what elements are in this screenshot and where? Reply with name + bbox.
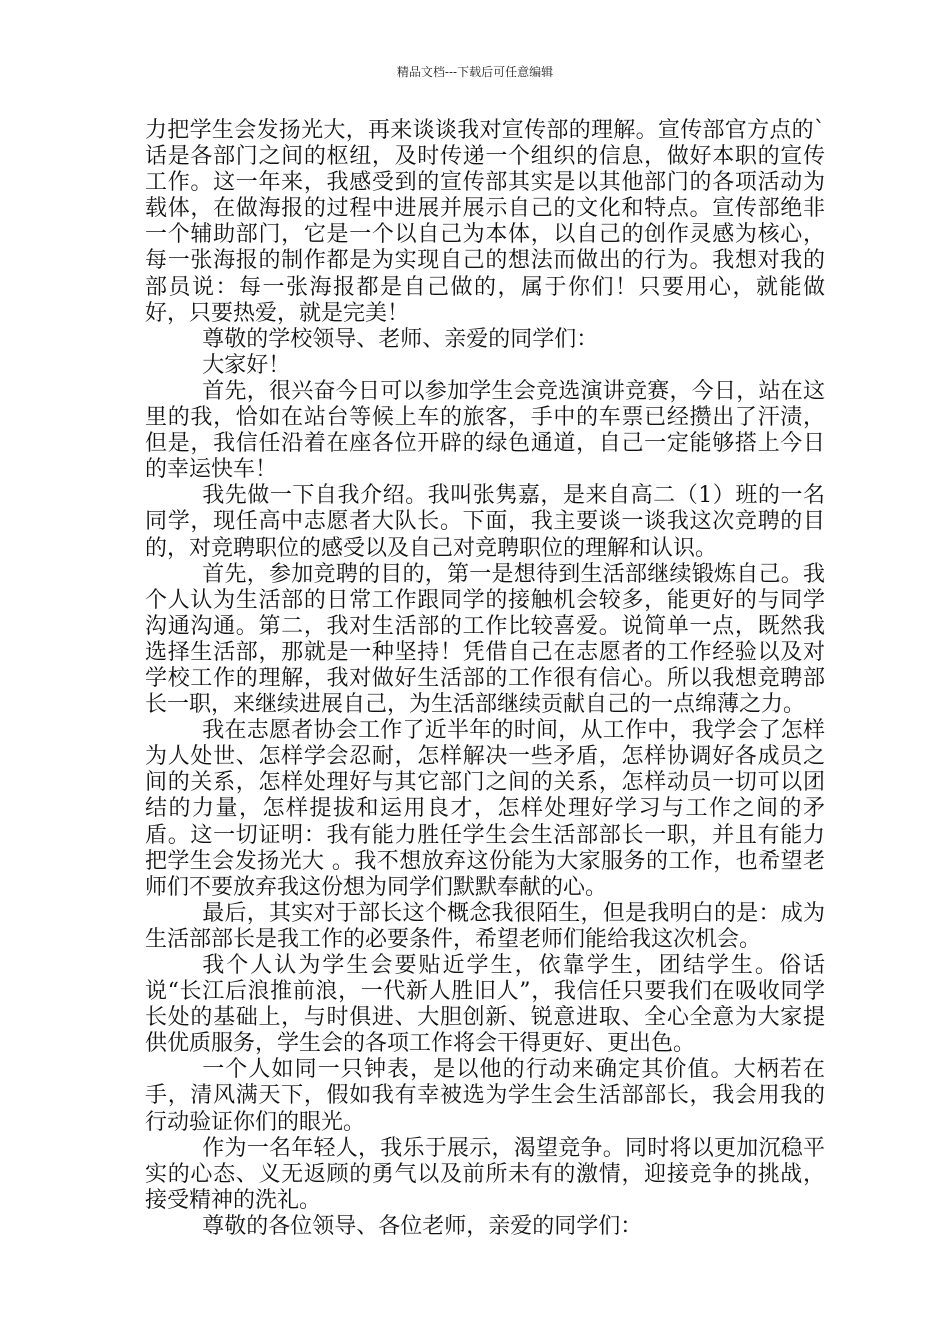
- paragraph-11: 作为一名年轻人，我乐于展示，渴望竞争。同时将以更加沉稳平实的心态、义无返顾的勇气以及前所未有的激情，迎接竞争的挑战，接受精神的洗礼。: [145, 1135, 825, 1213]
- paragraph-5: 我先做一下自我介绍。我叫张隽嘉，是来自高二（1）班的一名同学，现任高中志愿者大队长。下面，我主要谈一谈我这次竞聘的目的，对竞聘职位的感受以及自己对竞聘职位的理解和认识。: [145, 483, 825, 561]
- paragraph-12: 尊敬的各位领导、各位老师，亲爱的同学们：: [202, 1213, 643, 1239]
- paragraph-6: 首先，参加竞聘的目的，第一是想待到生活部继续锻炼自己。我个人认为生活部的日常工作跟同学的接触机会较多，能更好的与同学沟通沟通。第二，我对生活部的工作比较喜爱。说简单一点，既然我选择生活部，那就是一种坚持！凭借自己在志愿者的工作经验以及对学校工作的理解，我对做好生活部的工作很有信心。所以我想竞聘部长一职，来继续进展自己，为生活部继续贡献自己的一点绵薄之力。: [145, 561, 825, 718]
- paragraph-4: 首先，很兴奋今日可以参加学生会竞选演讲竞赛，今日，站在这里的我，恰如在站台等候上车的旅客，手中的车票已经攒出了汗渍，但是，我信任沿着在座各位开辟的绿色通道，自己一定能够搭上今日的幸运快车！: [145, 378, 825, 483]
- paragraph-8: 最后，其实对于部长这个概念我很陌生，但是我明白的是：成为生活部部长是我工作的必要条件，希望老师们能给我这次机会。: [145, 900, 825, 952]
- paragraph-1: 力把学生会发扬光大，再来谈谈我对宣传部的理解。宣传部官方点的`话是各部门之间的枢纽，及时传递一个组织的信息，做好本职的宣传工作。这一年来，我感受到的宣传部其实是以其他部门的各项活动为载体，在做海报的过程中进展并展示自己的文化和特点。宣传部绝非一个辅助部门，它是一个以自己为本体，以自己的创作灵感为核心，每一张海报的制作都是为实现自己的想法而做出的行为。我想对我的部员说：每一张海报都是自己做的，属于你们！只要用心，就能做好，只要热爱，就是完美！: [145, 118, 825, 326]
- paragraph-9: 我个人认为学生会要贴近学生，依靠学生，团结学生。俗话说“长江后浪推前浪，一代新人胜旧人”，我信任只要我们在吸收同学长处的基础上，与时俱进、大胆创新、锐意进取、全心全意为大家提供优质服务，学生会的各项工作将会干得更好、更出色。: [145, 953, 825, 1057]
- paragraph-10: 一个人如同一只钟表，是以他的行动来确定其价值。大柄若在手，清风满天下，假如我有幸被选为学生会生活部部长，我会用我的行动验证你们的眼光。: [145, 1057, 825, 1135]
- paragraph-3: 大家好！: [202, 352, 291, 378]
- document-body: [145, 118, 825, 1240]
- paragraph-7: 我在志愿者协会工作了近半年的时间，从工作中，我学会了怎样为人处世、怎样学会忍耐，怎样解决一些矛盾，怎样协调好各成员之间的关系，怎样处理好与其它部门之间的关系，怎样动员一切可以团结的力量，怎样提拔和运用良才，怎样处理好学习与工作之间的矛盾。这一切证明：我有能力胜任学生会生活部部长一职，并且有能力把学生会发扬光大 。我不想放弃这份能为大家服务的工作，也希望老师们不要放弃我这份想为同学们默默奉献的心。: [145, 718, 825, 900]
- paragraph-2: 尊敬的学校领导、老师、亲爱的同学们：: [202, 326, 599, 352]
- page-header: 精品文档---下载后可任意编辑: [396, 65, 554, 79]
